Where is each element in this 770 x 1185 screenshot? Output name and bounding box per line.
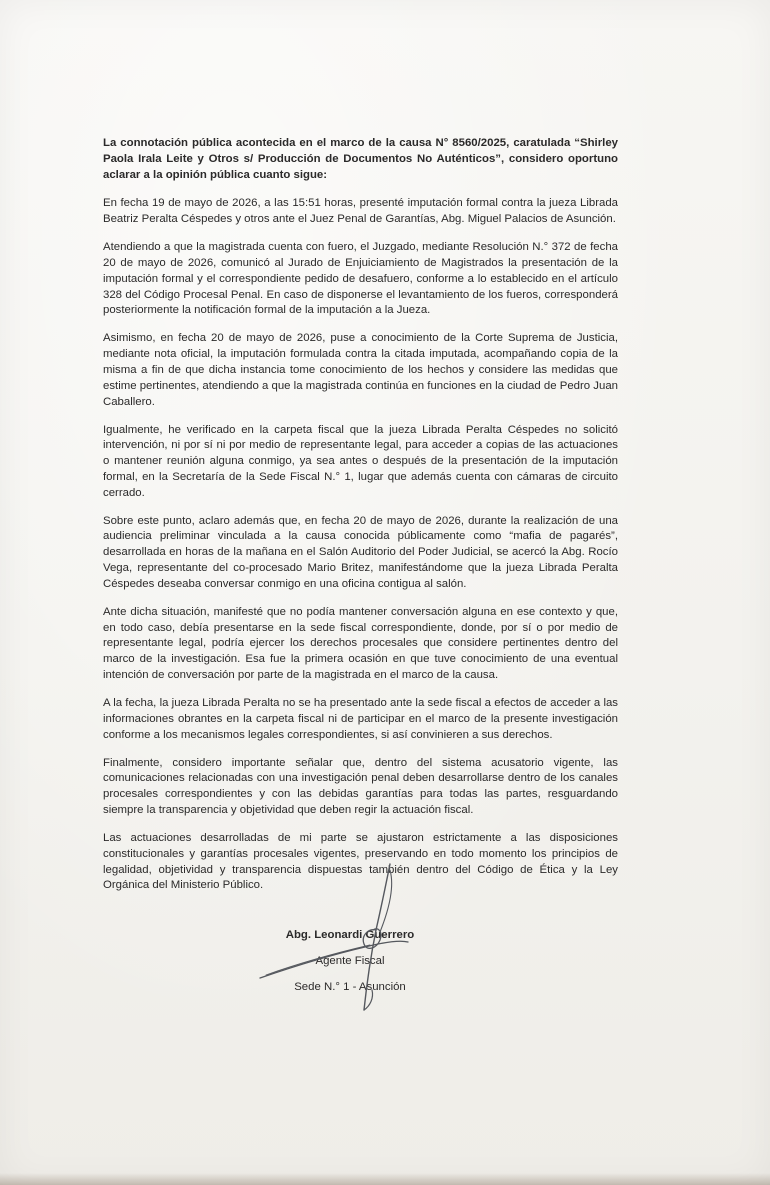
intro-paragraph: La connotación pública acontecida en el marco de la causa N° 8560/2025, caratulada “Shirley Paola Irala Leite y Otros s/ Producción de Documentos No Auténticos”, considero oportuno aclarar a la opinión pública cuanto sigue: [103,137,618,181]
signer-office: Sede N.° 1 - Asunción [294,981,406,993]
paper-bottom-edge [0,1173,770,1185]
paragraph-finally: Finalmente, considero importante señalar que, dentro del sistema acusatorio vigente, las comunicaciones relacionadas con una investigación penal deben desarrollarse dentro de los canales procesales correspondientes y con las debidas garantías para todas las partes, resguardando siempre la transparencia y objetividad que deben regir la actuación fiscal. [103,756,618,816]
paragraph-supreme-court: Asimismo, en fecha 20 de mayo de 2026, puse a conocimiento de la Corte Suprema de Justicia, mediante nota oficial, la imputación formulada contra la citada imputada, acompañando copia de la misma a fin de que dicha instancia tome conocimiento de los hechos y considere las medidas que estime pertinentes, atendiendo a que la magistrada continúa en funciones en la ciudad de Pedro Juan Caballero. [103,332,618,408]
paragraph-imputation-date: En fecha 19 de mayo de 2026, a las 15:51 horas, presenté imputación formal contra la jueza Librada Beatriz Peralta Céspedes y otros ante el Juez Penal de Garantías, Abg. Miguel Palacios de Asunción. [103,197,618,226]
paragraph-response: Ante dicha situación, manifesté que no podía mantener conversación alguna en ese contexto y que, en todo caso, debía presentarse en la sede fiscal correspondiente, donde, por sí o por medio de representante legal, podría ejercer los derechos procesales que considere pertinentes dentro del marco de la investigación. Esa fue la primera ocasión en que tuve conocimiento de una eventual intención de conversación por parte de la magistrada en el marco de la causa. [103,605,618,682]
signature-block [230,928,470,994]
signer-name: Abg. Leonardi Guerrero [285,929,415,941]
paragraph-hearing-approach: Sobre este punto, aclaro además que, en fecha 20 de mayo de 2026, durante la realización de una audiencia preliminar vinculada a la causa conocida públicamente como “mafia de pagarés”, desarrollada en horas de la mañana en el Salón Auditorio del Poder Judicial, se acercó la Abg. Rocío Vega, representante del co-procesado Mario Britez, manifestándome que la jueza Librada Peralta Céspedes deseaba conversar conmigo en una oficina contigua al salón. [103,514,618,590]
paragraph-conclusion: Las actuaciones desarrolladas de mi parte se ajustaron estrictamente a las disposiciones constitucionales y garantías procesales vigentes, preservando en todo momento los principios de legalidad, objetividad y transparencia dispuestas también dentro del Código de Ética y la Ley Orgánica del Ministerio Público. [103,831,618,892]
paragraph-not-presented: A la fecha, la jueza Librada Peralta no se ha presentado ante la sede fiscal a efectos de acceder a las informaciones obrantes en la carpeta fiscal ni de participar en el marco de la presente investigación conforme a los mecanismos legales correspondientes, si así convinieren a sus derechos. [103,697,618,741]
letter-body [103,136,618,906]
paragraph-desafuero: Atendiendo a que la magistrada cuenta con fuero, el Juzgado, mediante Resolución N.° 372 de fecha 20 de mayo de 2026, comunicó al Jurado de Enjuiciamiento de Magistrados la presentación de la imputación formal y el correspondiente pedido de desafuero, conforme a lo establecido en el artículo 328 del Código Procesal Penal. En caso de disponerse el levantamiento de los fueros, corresponderá posteriormente la notificación formal de la imputación a la Jueza. [103,241,618,317]
paragraph-no-request: Igualmente, he verificado en la carpeta fiscal que la jueza Librada Peralta Céspedes no solicitó intervención, ni por sí ni por medio de representante legal, para acceder a copias de las actuaciones o mantener reunión alguna conmigo, ya sea antes o después de la presentación de la imputación formal, en la Secretaría de la Sede Fiscal N.° 1, lugar que además cuenta con cámaras de circuito cerrado. [103,423,618,499]
signer-role: Agente Fiscal [315,955,385,967]
